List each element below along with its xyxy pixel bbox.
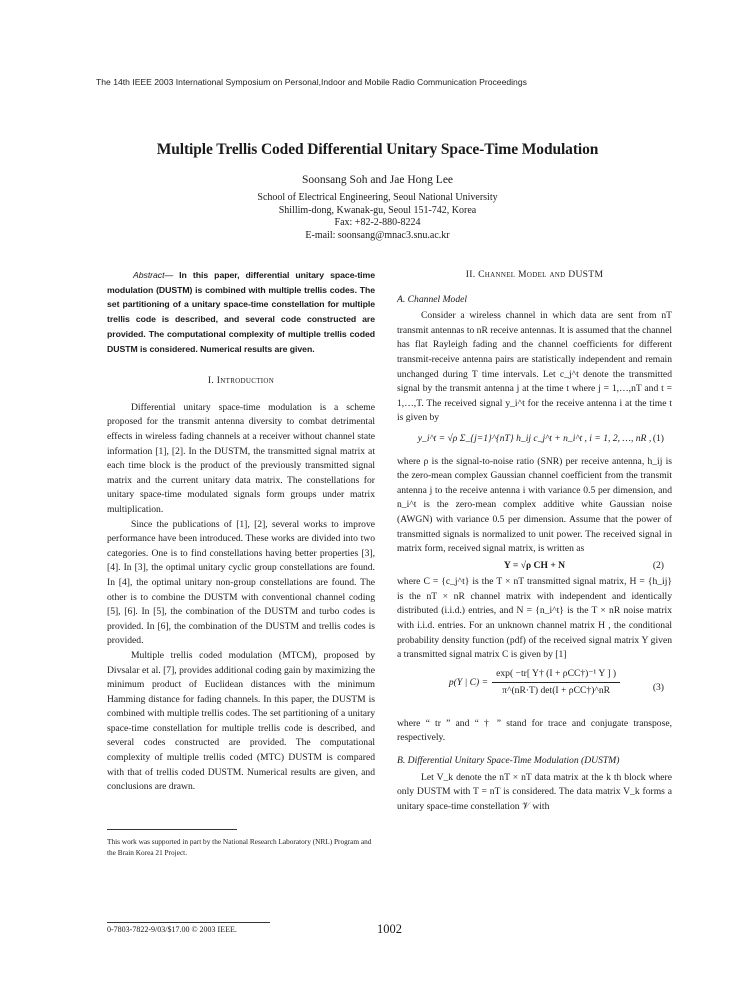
equation-2-number: (2): [652, 559, 664, 571]
fax-line: Fax: +82-2-880-8224: [334, 217, 421, 229]
equation-2-body: Y = √ρ CH + N: [503, 559, 566, 571]
equation-1: [397, 432, 672, 447]
paragraph: where ρ is the signal-to-noise ratio (SNR) per receive antenna, h_ij is the zero-mean complex Gaussian channel coefficient from the transmit antenna j to the receive antenna i with variance 0.5 per dimension, and n_i^t is the zero-mean complex additive white Gaussian noise (AWGN) with variance 0.5 per dimension. Assume that the power of transmitted signals is normalized to unit power. The received signal in matrix form, received signal matrix, is written as: [397, 455, 672, 555]
authors: Soonsang Soh and Jae Hong Lee: [301, 174, 454, 186]
affiliation-line: School of Electrical Engineering, Seoul National University: [257, 192, 498, 203]
left-column: [107, 268, 375, 858]
abstract-body: In this paper, differential unitary space-time modulation (DUSTM) is combined with multiple trellis codes. The set partitioning of a unitary space-time constellation for multiple trellis code is described, and several code constructed are provided. The computational complexity of multiple trellis coded DUSTM is considered. Numerical results are given.: [107, 270, 375, 354]
right-column: [397, 268, 672, 814]
paragraph: Consider a wireless channel in which data are sent from nT transmit antennas to nR receive antennas. It is assumed that the channel has flat Rayleigh fading and the channel coefficients for different transmit-receive antenna pairs are statistically independent and remain unchanged during T time intervals. Let c_j^t denote the transmitted signal by the transmit antenna j at the time t where j = 1,…,nT and t = 1,…,T. The received signal y_i^t for the receive antenna i at the time t is given by: [397, 310, 672, 424]
footnote-rule: [107, 829, 237, 830]
equation-3: [397, 667, 672, 713]
equation-3-lhs: p(Y | C) =: [448, 676, 489, 688]
equation-1-body: y_i^t = √ρ Σ_{j=1}^{nT} h_ij c_j^t + n_i^t , i = 1, 2, …, nR ,: [417, 432, 652, 444]
equation-3-fraction: [492, 667, 620, 699]
affiliation: [0, 192, 755, 242]
copyright-notice: 0-7803-7822-9/03/$17.00 © 2003 IEEE.: [107, 922, 270, 934]
equation-3-body: [449, 667, 620, 699]
email-line: E-mail: soonsang@mnac3.snu.ac.kr: [305, 229, 450, 241]
paragraph: Since the publications of [1], [2], several works to improve performance have been introduced. These works are divided into two categories. One is to find constellations having better properties [3], [4]. In [3], the optimal unitary cyclic group constellations are found. In [4], the optimal unitary non-group constellations are found. The other is to combine the DUSTM with conventional channel coding [5], [6]. In [5], the combination of the DUSTM and turbo codes is provided. In [6], the combination of the DUSTM and trellis codes is provided.: [107, 518, 375, 647]
abstract-lead: Abstract—: [133, 270, 174, 280]
paragraph: Multiple trellis coded modulation (MTCM), proposed by Divsalar et al. [7], provides additional coding gain by maximizing the minimum product of Euclidean distances with the minimum Hamming distance for fading channels. In this paper, the DUSTM is combined with multiple trellis codes. The set partitioning of a unitary space-time constellation for multiple trellis code is described, and several codes constructed are provided. The computational complexity of multiple trellis coded (MTC) DUSTM is compared with that of trellis coded DUSTM. Numerical results are given, and conclusions are drawn.: [107, 649, 375, 793]
equation-3-numerator: exp( −tr[ Y† (I + ρCC†)⁻¹ Y ] ): [492, 667, 620, 684]
subsection-heading-b: B. Differential Unitary Space-Time Modulation (DUSTM): [397, 755, 620, 767]
equation-3-number: (3): [652, 681, 664, 693]
paragraph: where “ tr ” and “ † ” stand for trace and conjugate transpose, respectively.: [397, 717, 672, 744]
running-head: The 14th IEEE 2003 International Symposium on Personal,Indoor and Mobile Radio Communication Proceedings: [96, 77, 527, 87]
paragraph: Let V_k denote the nT × nT data matrix at the k th block where only DUSTM with T = nT is considered. The data matrix V_k forms a unitary space-time constellation 𝒱 with: [397, 771, 672, 812]
abstract: [107, 268, 375, 356]
equation-2: [397, 559, 672, 574]
paragraph: where C = {c_j^t} is the T × nT transmitted signal matrix, H = {h_ij} is the nT × nR channel matrix with independent and identically distributed (i.i.d.) entries, and N = {n_i^t} is the T × nR noise matrix with i.i.d. entries. For an unknown channel matrix H , the conditional probability density function (pdf) of the received signal matrix Y given a transmitted signal matrix C is given by [1]: [397, 576, 672, 661]
paragraph: Differential unitary space-time modulation is a scheme proposed for the transmit antenna diversity to combat detrimental effects in wireless fading channels at a receiver without channel state information [1], [2]. In the DUSTM, the transmitted signal matrix at each time block is the product of the previously transmitted signal matrix and the current unitary data matrix. The constellations for unitary space-time modulated signals form groups under matrix multiplication.: [107, 401, 375, 515]
equation-3-denominator: π^(nR·T) det(I + ρCC†)^nR: [502, 685, 611, 697]
paper-title: Multiple Trellis Coded Differential Unitary Space-Time Modulation: [156, 141, 599, 158]
section-heading-introduction: I. Introduction: [207, 375, 275, 387]
section-heading-channel-model: II. Channel Model and DUSTM: [465, 269, 604, 280]
subsection-heading-a: A. Channel Model: [397, 293, 468, 305]
affiliation-line: Shillim-dong, Kwanak-gu, Seoul 151-742, Korea: [278, 204, 477, 216]
footnote: This work was supported in part by the National Research Laboratory (NRL) Program and the Brain Korea 21 Project.: [107, 836, 372, 857]
equation-1-number: (1): [652, 432, 664, 444]
page-number: 1002: [377, 922, 402, 936]
